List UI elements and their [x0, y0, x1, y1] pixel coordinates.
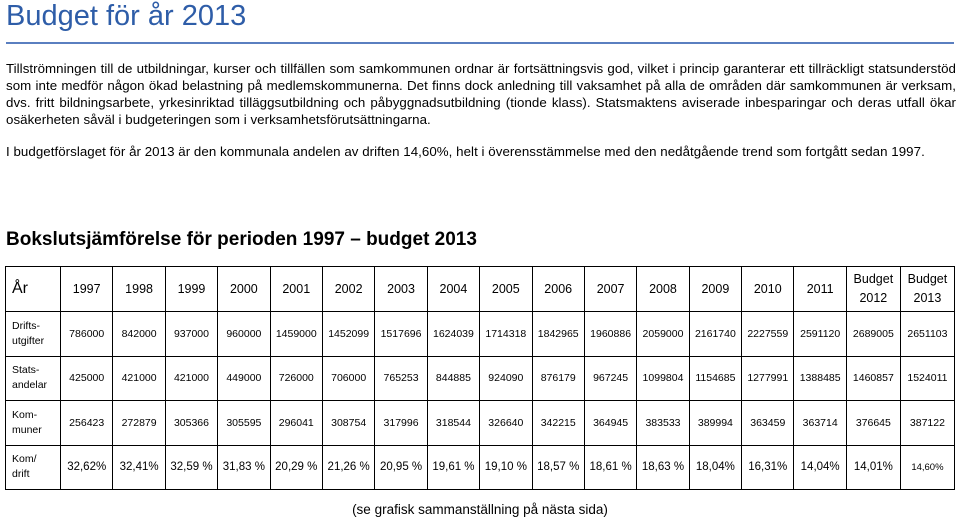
- budget-header-line2: 2013: [913, 291, 942, 305]
- row-label: [6, 401, 61, 446]
- table-cell: 1099804: [637, 356, 689, 401]
- row-label-line1: Drifts-: [12, 319, 40, 332]
- year-header: 2004: [427, 267, 479, 312]
- table-cell: 317996: [375, 401, 427, 446]
- row-label-line2: muner: [12, 423, 42, 436]
- table-cell: 19,10 %: [480, 445, 532, 490]
- table-cell: 2651103: [900, 312, 954, 357]
- table-cell: 1388485: [794, 356, 846, 401]
- table-cell: 876179: [532, 356, 584, 401]
- row-kom-drift: [6, 445, 955, 490]
- year-header: 2007: [584, 267, 636, 312]
- table-cell: 1517696: [375, 312, 427, 357]
- table-cell: 14,04%: [794, 445, 846, 490]
- row-label-line1: Stats-: [12, 364, 40, 377]
- table-cell: 18,57 %: [532, 445, 584, 490]
- table-cell: 342215: [532, 401, 584, 446]
- table-cell: 2161740: [689, 312, 741, 357]
- table-cell: 924090: [480, 356, 532, 401]
- row-label-line2: utgifter: [12, 334, 45, 347]
- table-cell: 421000: [165, 356, 217, 401]
- year-header: 2008: [637, 267, 689, 312]
- table-cell: 256423: [61, 401, 113, 446]
- table-header-row: [6, 267, 955, 312]
- table-cell: 1624039: [427, 312, 479, 357]
- budget-header-line1: Budget: [853, 272, 894, 286]
- row-driftsutgifter: [6, 312, 955, 357]
- table-cell: 326640: [480, 401, 532, 446]
- table-cell: 20,95 %: [375, 445, 427, 490]
- table-cell: 449000: [218, 356, 270, 401]
- table-cell: 305595: [218, 401, 270, 446]
- table-cell: 765253: [375, 356, 427, 401]
- table-cell: 364945: [584, 401, 636, 446]
- table-cell: 32,59 %: [165, 445, 217, 490]
- table-cell: 706000: [322, 356, 374, 401]
- table-cell: 14,01%: [846, 445, 900, 490]
- year-header: 2000: [218, 267, 270, 312]
- table-cell: 296041: [270, 401, 322, 446]
- budget-header-line2: 2012: [859, 291, 888, 305]
- table-cell: 2227559: [742, 312, 794, 357]
- row-label-line1: Kom/: [12, 453, 37, 466]
- table-cell: 19,61 %: [427, 445, 479, 490]
- year-header: 2005: [480, 267, 532, 312]
- year-header: 1999: [165, 267, 217, 312]
- table-cell: 726000: [270, 356, 322, 401]
- table-cell: 31,83 %: [218, 445, 270, 490]
- table-cell: 18,04%: [689, 445, 741, 490]
- row-label-line2: andelar: [12, 379, 48, 392]
- year-header: 1997: [61, 267, 113, 312]
- row-kommuner: [6, 401, 955, 446]
- table-cell: 20,29 %: [270, 445, 322, 490]
- table-cell: 1842965: [532, 312, 584, 357]
- table-cell: 967245: [584, 356, 636, 401]
- table-cell: 844885: [427, 356, 479, 401]
- table-cell: 842000: [113, 312, 165, 357]
- row-statsandelar: [6, 356, 955, 401]
- table-cell: 389994: [689, 401, 741, 446]
- table-cell: 14,60%: [900, 445, 954, 490]
- table-cell: 363459: [742, 401, 794, 446]
- budget-2012-header: [846, 267, 900, 312]
- row-label-line2: drift: [12, 468, 30, 481]
- table-cell: 308754: [322, 401, 374, 446]
- table-cell: 376645: [846, 401, 900, 446]
- year-header: 2002: [322, 267, 374, 312]
- year-header: 2003: [375, 267, 427, 312]
- table-cell: 960000: [218, 312, 270, 357]
- year-header: 2009: [689, 267, 741, 312]
- table-cell: 32,62%: [61, 445, 113, 490]
- table-cell: 2059000: [637, 312, 689, 357]
- table-cell: 383533: [637, 401, 689, 446]
- table-cell: 1460857: [846, 356, 900, 401]
- table-cell: 1459000: [270, 312, 322, 357]
- table-cell: 18,63 %: [637, 445, 689, 490]
- comparison-table: [5, 266, 955, 490]
- table-cell: 425000: [61, 356, 113, 401]
- table-cell: 786000: [61, 312, 113, 357]
- table-cell: 1452099: [322, 312, 374, 357]
- table-cell: 1714318: [480, 312, 532, 357]
- table-cell: 272879: [113, 401, 165, 446]
- page-title: Budget för år 2013: [6, 0, 247, 32]
- year-header: 2006: [532, 267, 584, 312]
- table-cell: 421000: [113, 356, 165, 401]
- row-label: [6, 312, 61, 357]
- table-cell: 21,26 %: [322, 445, 374, 490]
- year-header: 2011: [794, 267, 846, 312]
- budget-paragraph: I budgetförslaget för år 2013 är den kommunala andelen av driften 14,60%, helt i överensstämmelse med den nedåtgående trend som fortgått sedan 1997.: [6, 144, 925, 159]
- year-header: 1998: [113, 267, 165, 312]
- budget-header-line1: Budget: [907, 272, 948, 286]
- table-cell: 2689005: [846, 312, 900, 357]
- table-cell: 18,61 %: [584, 445, 636, 490]
- table-cell: 32,41%: [113, 445, 165, 490]
- table-cell: 1524011: [900, 356, 954, 401]
- section-subtitle: Bokslutsjämförelse för perioden 1997 – budget 2013: [6, 229, 477, 250]
- table-cell: 1277991: [742, 356, 794, 401]
- year-header: 2010: [742, 267, 794, 312]
- table-cell: 937000: [165, 312, 217, 357]
- row-label-line1: Kom-: [12, 408, 38, 421]
- footnote: (se grafisk sammanställning på nästa sida): [352, 502, 608, 517]
- table-cell: 387122: [900, 401, 954, 446]
- budget-2013-header: [900, 267, 954, 312]
- row-label: [6, 356, 61, 401]
- table-cell: 1960886: [584, 312, 636, 357]
- intro-paragraph: Tillströmningen till de utbildningar, kurser och tillfällen som samkommunen ordnar är fortsättningsvis god, vilket i princip garanterar ett tillräckligt statsunderstöd som inte medför någon ökad belastning på medlemskommunerna. Det finns dock anledning till vaksamhet på alla de områden där samkommunen är verksam, dvs. fritt bildningsarbete, yrkesinriktad tilläggsutbildning och påbyggnadsutbildning (tionde klass). Statsmaktens aviserade inbesparingar och deras utfall ökar osäkerheten såväl i budgeteringen som i verksamhetsförutsättningarna.: [6, 61, 956, 127]
- table-cell: 363714: [794, 401, 846, 446]
- table-cell: 318544: [427, 401, 479, 446]
- table-cell: 2591120: [794, 312, 846, 357]
- year-header: 2001: [270, 267, 322, 312]
- year-header-label: År: [6, 267, 61, 312]
- title-underline: [6, 42, 954, 44]
- row-label: [6, 445, 61, 490]
- table-cell: 1154685: [689, 356, 741, 401]
- table-cell: 16,31%: [742, 445, 794, 490]
- table-cell: 305366: [165, 401, 217, 446]
